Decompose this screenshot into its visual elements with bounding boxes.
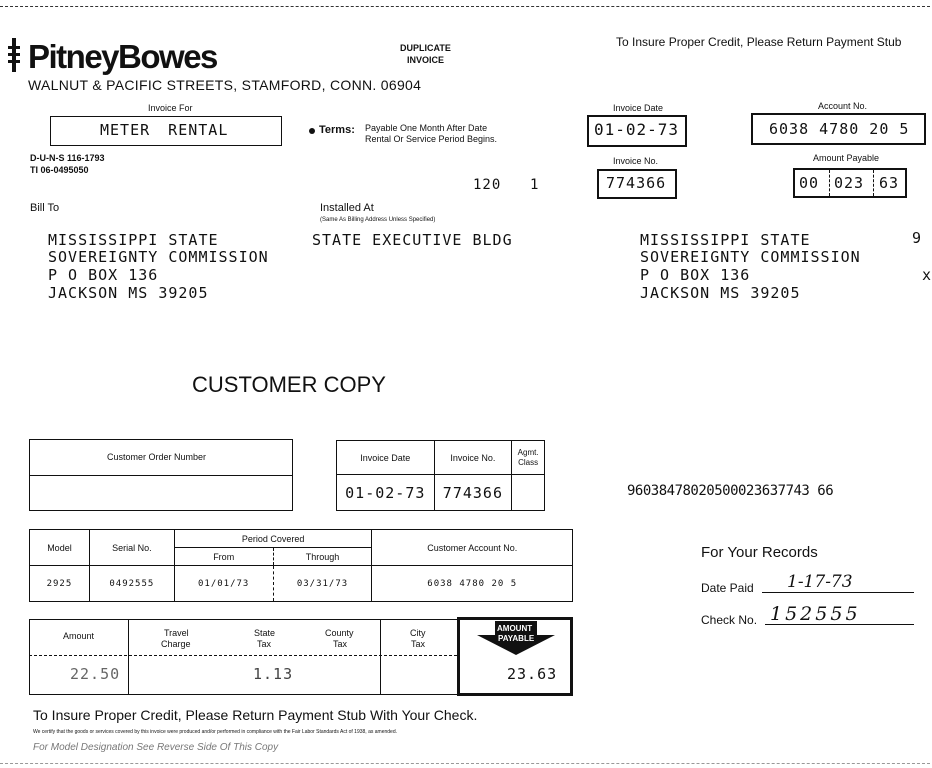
stub-return-note: To Insure Proper Credit, Please Return Payment Stub xyxy=(616,35,902,49)
serial-header: Serial No. xyxy=(89,530,174,566)
through-header: Through xyxy=(273,548,372,566)
invoice-no-header: Invoice No. xyxy=(434,441,512,475)
remit-line-1: MISSISSIPPI STATE xyxy=(640,231,811,249)
stub-amount-dollars-hi: 00 xyxy=(799,174,820,192)
installed-at-note: (Same As Billing Address Unless Specified) xyxy=(320,217,436,223)
stub-account-no-label: Account No. xyxy=(818,101,868,111)
stub-amount-cents: 63 xyxy=(879,174,900,192)
customer-copy-title: CUSTOMER COPY xyxy=(192,372,386,397)
order-number-label: Customer Order Number xyxy=(107,452,207,462)
through-cell: 03/31/73 xyxy=(273,566,372,602)
code-1: 120 xyxy=(473,177,502,193)
company-logo-icon xyxy=(8,38,20,72)
remit-line-3: P O BOX 136 xyxy=(640,266,751,284)
amount-label: Amount xyxy=(63,631,95,641)
remit-line-2: SOVEREIGNTY COMMISSION xyxy=(640,248,861,266)
serial-cell: 0492555 xyxy=(89,566,174,602)
terms-text-1: Payable One Month After Date xyxy=(365,123,488,133)
date-paid-value: 1-17-73 xyxy=(787,572,853,592)
bill-to-label: Bill To xyxy=(30,202,60,214)
doc-type-2: INVOICE xyxy=(407,55,445,65)
perforation-top xyxy=(0,6,930,7)
installed-at-value: STATE EXECUTIVE BLDG xyxy=(312,231,513,249)
duns-number: D-U-N-S 116-1793 xyxy=(30,153,105,163)
bill-to-line-1: MISSISSIPPI STATE xyxy=(48,231,219,249)
amount-value: 22.50 xyxy=(70,665,121,683)
company-address: WALNUT & PACIFIC STREETS, STAMFORD, CONN. 06904 xyxy=(28,77,422,93)
stub-account-no: 6038 4780 20 5 xyxy=(769,120,910,138)
state-tax-value: 1.13 xyxy=(253,665,294,683)
invoice-date-header: Invoice Date xyxy=(337,441,435,475)
travel-label-1: Travel xyxy=(164,628,189,638)
terms-bullet-icon xyxy=(309,128,315,134)
details-table xyxy=(29,529,573,602)
city-tax-label-2: Tax xyxy=(411,639,426,649)
date-paid-label: Date Paid xyxy=(701,581,754,595)
stub-invoice-date-label: Invoice Date xyxy=(613,103,664,113)
installed-at-label: Installed At xyxy=(320,202,374,214)
county-tax-label-2: Tax xyxy=(333,639,348,649)
city-tax-label-1: City xyxy=(410,628,426,638)
agmt-class-header xyxy=(512,441,545,475)
invoice-info-table xyxy=(336,440,545,511)
account-cell: 6038 4780 20 5 xyxy=(372,566,573,602)
perforation-bottom xyxy=(0,763,930,764)
doc-type-1: DUPLICATE xyxy=(400,43,451,53)
footer-return-note: To Insure Proper Credit, Please Return Payment Stub With Your Check. xyxy=(33,707,478,723)
model-header: Model xyxy=(30,530,90,566)
check-no-label: Check No. xyxy=(701,613,758,627)
county-tax-label-1: County xyxy=(325,628,354,638)
invoice-date-cell: 01-02-73 xyxy=(337,475,435,511)
amount-payable-label-1: AMOUNT xyxy=(497,624,533,633)
model-cell: 2925 xyxy=(30,566,90,602)
invoice-for-value: METER RENTAL xyxy=(100,121,229,139)
travel-label-2: Charge xyxy=(161,639,191,649)
amounts-col-divider xyxy=(380,619,381,695)
stub-amount-divider xyxy=(873,170,874,196)
bill-to-line-3: P O BOX 136 xyxy=(48,266,159,284)
agmt-class-cell xyxy=(512,475,545,511)
from-header: From xyxy=(174,548,273,566)
scan-line: 96038478020500023637743 66 xyxy=(627,483,834,499)
side-mark-1: 9 xyxy=(912,229,923,247)
account-header: Customer Account No. xyxy=(372,530,573,566)
amount-payable-label-2: PAYABLE xyxy=(498,634,535,643)
from-cell: 01/01/73 xyxy=(174,566,273,602)
remit-line-4: JACKSON MS 39205 xyxy=(640,284,801,302)
side-mark-2: x xyxy=(922,266,932,284)
agmt-label-1: Agmt. xyxy=(517,447,539,457)
state-tax-label-2: Tax xyxy=(257,639,272,649)
order-number-divider xyxy=(29,475,293,476)
company-name: PitneyBowes xyxy=(28,38,217,75)
footer-model-note: For Model Designation See Reverse Side Of This Copy xyxy=(33,742,279,753)
bill-to-line-2: SOVEREIGNTY COMMISSION xyxy=(48,248,269,266)
stub-invoice-date: 01-02-73 xyxy=(594,120,680,139)
footer-fine-print: We certify that the goods or services covered by this invoice were produced and/or performed in compliance with the Fair Labor Standards Act of 1938, as amended. xyxy=(33,729,397,735)
bill-to-line-4: JACKSON MS 39205 xyxy=(48,284,209,302)
state-tax-label-1: State xyxy=(254,628,276,638)
invoice-no-cell: 774366 xyxy=(434,475,512,511)
amounts-col-divider xyxy=(128,619,129,695)
stub-invoice-no: 774366 xyxy=(606,174,667,192)
terms-text-2: Rental Or Service Period Begins. xyxy=(365,134,498,144)
stub-amount-divider xyxy=(829,170,830,196)
stub-amount-payable-label: Amount Payable xyxy=(813,153,880,163)
code-2: 1 xyxy=(530,177,540,193)
agmt-label-2: Class xyxy=(518,457,539,467)
check-no-value: 152555 xyxy=(770,603,861,625)
invoice-for-label: Invoice For xyxy=(148,103,193,113)
terms-label: Terms: xyxy=(319,124,355,136)
amounts-row-divider xyxy=(29,655,457,656)
stub-amount-dollars: 023 xyxy=(834,174,865,192)
amount-payable-value: 23.63 xyxy=(507,665,558,683)
ti-number: TI 06-0495050 xyxy=(30,165,89,175)
stub-invoice-no-label: Invoice No. xyxy=(613,156,659,166)
period-header: Period Covered xyxy=(174,530,372,548)
records-title: For Your Records xyxy=(701,544,818,561)
